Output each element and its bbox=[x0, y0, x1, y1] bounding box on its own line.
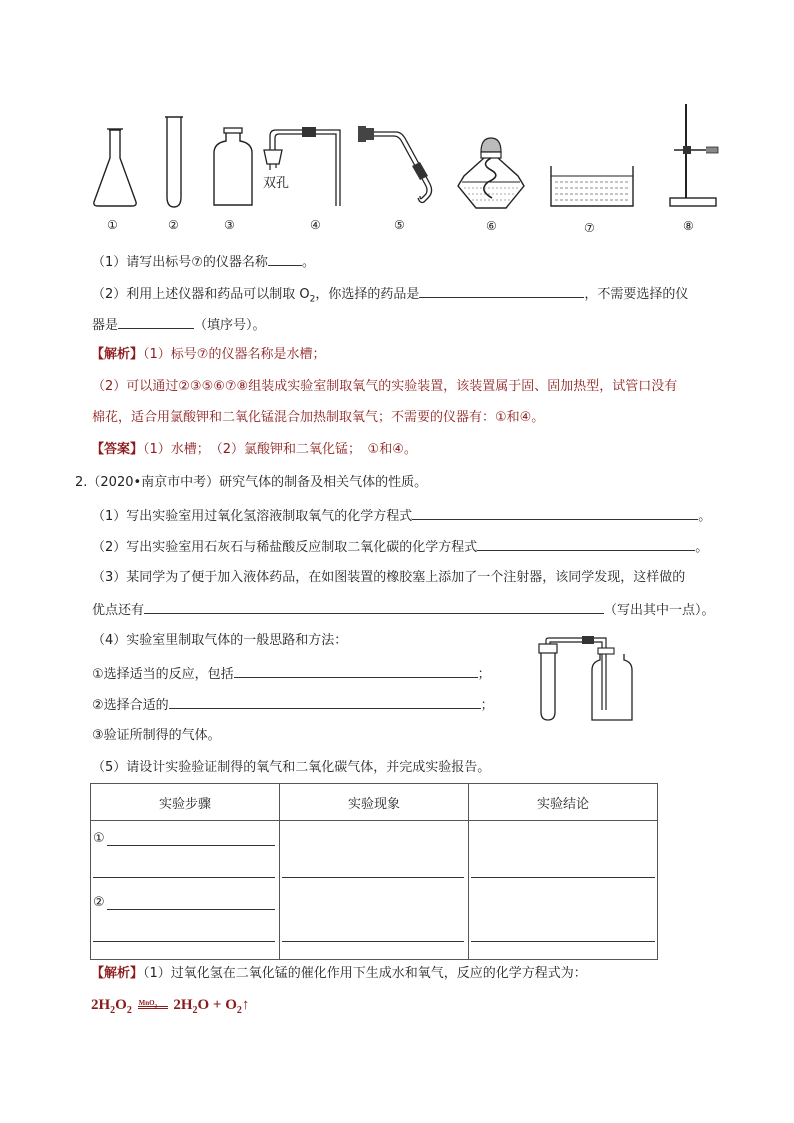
iron-stand-icon bbox=[666, 102, 722, 208]
answer-blank[interactable] bbox=[234, 665, 478, 678]
answer-blank[interactable] bbox=[477, 538, 695, 551]
table-cell-phenomena[interactable] bbox=[280, 821, 469, 960]
answer-blank[interactable] bbox=[144, 601, 604, 614]
q2-part2: （2）写出实验室用石灰石与稀盐酸反应制取二氧化碳的化学方程式 。 bbox=[92, 540, 709, 555]
q1-analysis-2: （2）可以通过②③⑤⑥⑦⑧组装成实验室制取氧气的实验装置，该装置属于固、固加热型，试管口没有 bbox=[92, 379, 678, 394]
q2-analysis: 【解析】（1）过氧化氢在二氧化锰的催化作用下生成水和氧气，反应的化学方程式为： bbox=[91, 966, 587, 981]
apparatus-label: ③ bbox=[224, 218, 235, 232]
q1-part1: （1）请写出标号⑦的仪器名称 。 bbox=[92, 255, 315, 270]
table-cell-steps[interactable] bbox=[91, 821, 280, 960]
answer-line[interactable] bbox=[107, 845, 275, 846]
answer-blank[interactable] bbox=[118, 316, 194, 329]
shuangkong-label: 双孔 bbox=[263, 176, 290, 191]
apparatus-label: ① bbox=[107, 218, 118, 232]
answer-line[interactable] bbox=[107, 909, 275, 910]
experiment-report-table bbox=[90, 783, 658, 960]
q1-analysis-1: 【解析】（1）标号⑦的仪器名称是水槽； bbox=[91, 347, 326, 362]
answer-blank[interactable] bbox=[419, 285, 584, 298]
apparatus-label: ⑦ bbox=[584, 221, 595, 235]
bent-tube-icon bbox=[354, 122, 436, 212]
answer-blank[interactable] bbox=[169, 696, 481, 709]
stopper-tube-icon bbox=[258, 124, 350, 210]
q1-part2b: 器是 （填序号）。 bbox=[92, 318, 266, 333]
q2-part3: （3）某同学为了便于加入液体药品，在如图装置的橡胶塞上添加了一个注射器，该同学发现，这样做的 bbox=[92, 570, 686, 585]
alcohol-lamp-icon bbox=[454, 132, 528, 212]
water-trough-icon bbox=[549, 164, 635, 208]
q2-part5: （5）请设计实验验证制得的氧气和二氧化碳气体，并完成实验报告。 bbox=[92, 760, 491, 775]
apparatus-label: ⑥ bbox=[486, 219, 497, 233]
answer-line[interactable] bbox=[282, 877, 464, 878]
table-header: 实验步骤 bbox=[91, 784, 280, 821]
answer-line[interactable] bbox=[471, 877, 655, 878]
answer-line[interactable] bbox=[471, 941, 655, 942]
answer-line[interactable] bbox=[93, 877, 275, 878]
q2-part3b: 优点还有 （写出其中一点）。 bbox=[92, 603, 715, 618]
apparatus-label: ② bbox=[168, 218, 179, 232]
apparatus-label: ④ bbox=[310, 218, 321, 232]
reagent-bottle-icon bbox=[211, 127, 255, 209]
apparatus-label: ⑧ bbox=[683, 219, 694, 233]
step-2-marker: ② bbox=[93, 895, 105, 910]
chemical-equation: $2H_2O_2$ MnO$_2$ $2H_2O$ + $O_2↑$ bbox=[91, 997, 250, 1016]
answer-line[interactable] bbox=[282, 941, 464, 942]
q2-part4a: ①选择适当的反应，包括 ； bbox=[92, 667, 491, 682]
answer-blank[interactable] bbox=[412, 507, 698, 520]
test-tube-icon bbox=[162, 115, 186, 209]
q2-stem: 2.（2020•南京市中考）研究气体的制备及相关气体的性质。 bbox=[75, 475, 428, 490]
answer-line[interactable] bbox=[93, 941, 275, 942]
answer-blank[interactable] bbox=[268, 253, 302, 266]
table-header: 实验结论 bbox=[469, 784, 658, 821]
table-cell-conclusion[interactable] bbox=[469, 821, 658, 960]
q2-part1: （1）写出实验室用过氧化氢溶液制取氧气的化学方程式 。 bbox=[92, 509, 712, 524]
reaction-condition: MnO$_2$ bbox=[136, 999, 170, 1013]
apparatus-label: ⑤ bbox=[394, 218, 405, 232]
q1-analysis-3: 棉花，适合用氯酸钾和二氧化锰混合加热制取氧气；不需要的仪器有：①和④。 bbox=[92, 410, 545, 425]
conical-flask-icon bbox=[90, 128, 140, 208]
q1-part2: （2）利用上述仪器和药品可以制取 $O_2$，你选择的药品是 ，不需要选择的仪 bbox=[92, 287, 689, 305]
gas-apparatus-icon bbox=[534, 636, 638, 726]
q2-part4: （4）实验室里制取气体的一般思路和方法： bbox=[92, 633, 348, 648]
q1-answer: 【答案】（1）水槽； （2）氯酸钾和二氧化锰； ①和④。 bbox=[91, 442, 417, 457]
step-1-marker: ① bbox=[93, 831, 105, 846]
table-header: 实验现象 bbox=[280, 784, 469, 821]
q2-part4b: ②选择合适的 ； bbox=[92, 698, 494, 713]
q2-part4c: ③验证所制得的气体。 bbox=[92, 728, 221, 743]
